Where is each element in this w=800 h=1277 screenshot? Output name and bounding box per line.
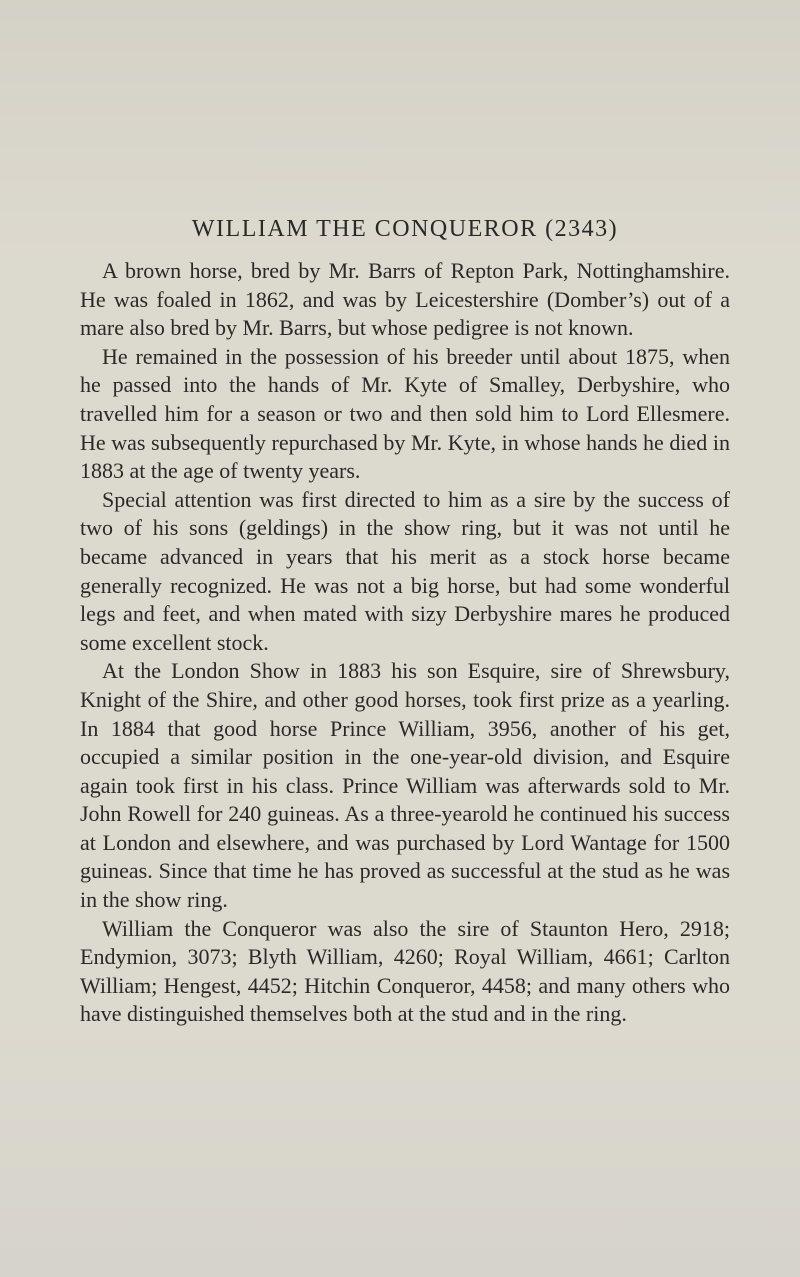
paragraph-1: A brown horse, bred by Mr. Barrs of Repton Park, Nottinghamshire. He was foaled in 1862, and was by Leicestershire (Domber’s) out of a mare also bred by Mr. Barrs, but whose pedigree is not known.: [80, 258, 730, 341]
paragraph-2: He remained in the possession of his breeder until about 1875, when he passed into the hands of Mr. Kyte of Smalley, Derbyshire, who travelled him for a season or two and then sold him to Lord Ellesmere. He was subsequently repurchased by Mr. Kyte, in whose hands he died in 1883 at the age of twenty years.: [80, 343, 730, 484]
paragraph-5: William the Conqueror was also the sire of Staunton Hero, 2918; Endymion, 3073; Blyth William, 4260; Royal William, 4661; Carlton William; Hengest, 4452; Hitchin Conqueror, 4458; and many others who have distinguished themselves both at the stud and in the ring.: [80, 915, 730, 1027]
paragraph-4: At the London Show in 1883 his son Esquire, sire of Shrewsbury, Knight of the Shire, and other good horses, took first prize as a yearling. In 1884 that good horse Prince William, 3956, another of his get, occupied a similar position in the one-year-old division, and Esquire again took first in his class. Prince William was afterwards sold to Mr. John Rowell for 240 guineas. As a three-yearold he continued his success at London and elsewhere, and was purchased by Lord Wantage for 1500 guineas. Since that time he has proved as successful at the stud as he was in the show ring.: [80, 658, 730, 913]
page-heading: WILLIAM THE CONQUEROR (2343): [191, 216, 619, 242]
paragraph-3: Special attention was first directed to him as a sire by the success of two of his sons (geldings) in the show ring, but it was not until he became advanced in years that his merit as a stock horse became generally recognized. He was not a big horse, but had some wonderful legs and feet, and when mated with sizy Derbyshire mares he produced some excellent stock.: [80, 486, 730, 655]
page-content: [80, 216, 730, 1029]
